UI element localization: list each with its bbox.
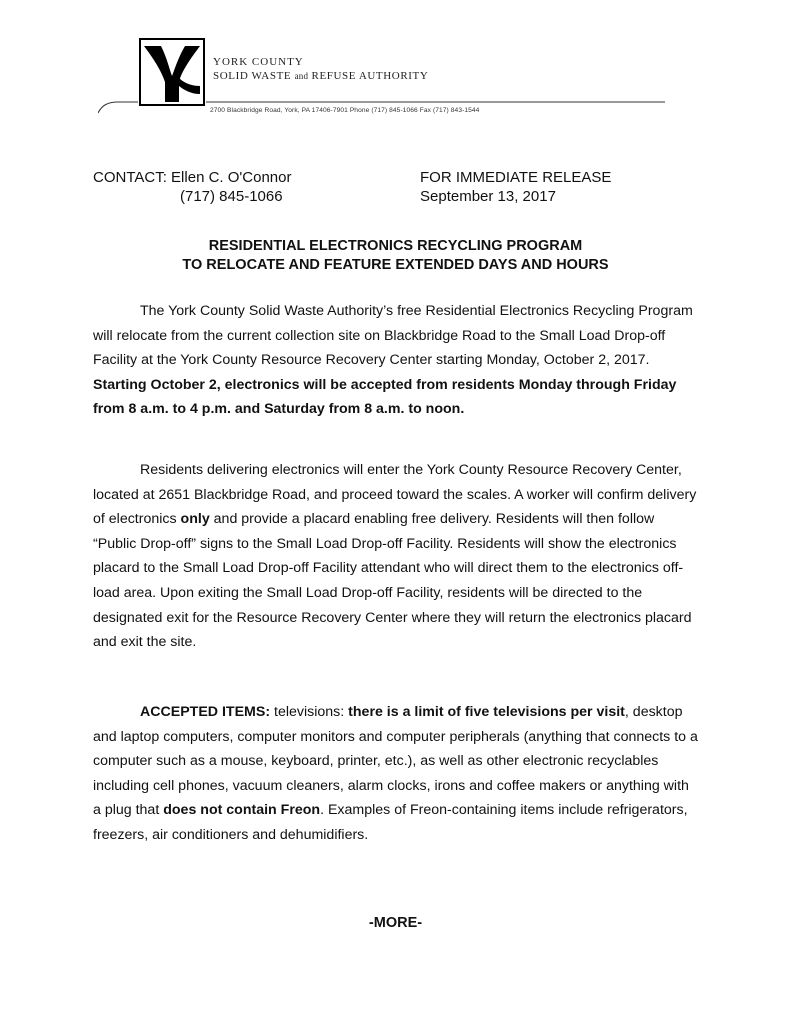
paragraph-3: ACCEPTED ITEMS: televisions: there is a limit of five televisions per visit, desktop and laptop computers, computer monitors and computer peripherals (anything that connects to a computer such as a mouse, keyboard, printer, etc.), as well as other electronic recyclables including cell phones, vacuum cleaners, alarm clocks, irons and coffee makers or anything with a plug that does not contain Freon. Examples of Freon-containing items include refrigerators, freezers, air conditioners and dehumidifiers. — [93, 704, 698, 843]
release-label: FOR IMMEDIATE RELEASE — [420, 169, 612, 186]
paragraph-2: Residents delivering electronics will enter the York County Resource Recovery Center, located at 2651 Blackbridge Road, and proceed toward the scales. A worker will confirm delivery of electronics only and provide a placard enabling free delivery. Residents will then follow “Public Drop-off” signs to the Small Load Drop-off Facility. Residents will show the electronics placard to the Small Load Drop-off Facility attendant who will direct them to the electronics off-load area. Upon exiting the Small Load Drop-off Facility, residents will be directed to the designated exit for the Resource Recovery Center where they will return the electronics placard and exit the site. — [93, 462, 697, 651]
release-date: September 13, 2017 — [420, 188, 556, 205]
headline-line2: TO RELOCATE AND FEATURE EXTENDED DAYS AND HOURS — [182, 257, 609, 273]
contact-phone: (717) 845-1066 — [180, 188, 283, 205]
york-county-y-logo-icon — [139, 38, 205, 106]
more-marker: -MORE- — [368, 915, 423, 931]
org-name-line1: YORK COUNTY — [213, 56, 304, 68]
org-name-line2: SOLID WASTE and REFUSE AUTHORITY — [213, 70, 429, 82]
headline-line1: RESIDENTIAL ELECTRONICS RECYCLING PROGRAM — [208, 238, 583, 254]
letterhead-address: 2700 Blackbridge Road, York, PA 17406-7901 Phone (717) 845-1066 Fax (717) 843-1544 — [210, 107, 480, 114]
paragraph-1: The York County Solid Waste Authority’s free Residential Electronics Recycling Program will relocate from the current collection site on Blackbridge Road to the Small Load Drop-off Facility at the York County Resource Recovery Center starting Monday, October 2, 2017. Starting October 2, electronics will be accepted from residents Monday through Friday from 8 a.m. to 4 p.m. and Saturday from 8 a.m. to noon. — [93, 303, 693, 418]
contact-name: CONTACT: Ellen C. O'Connor — [93, 169, 292, 186]
